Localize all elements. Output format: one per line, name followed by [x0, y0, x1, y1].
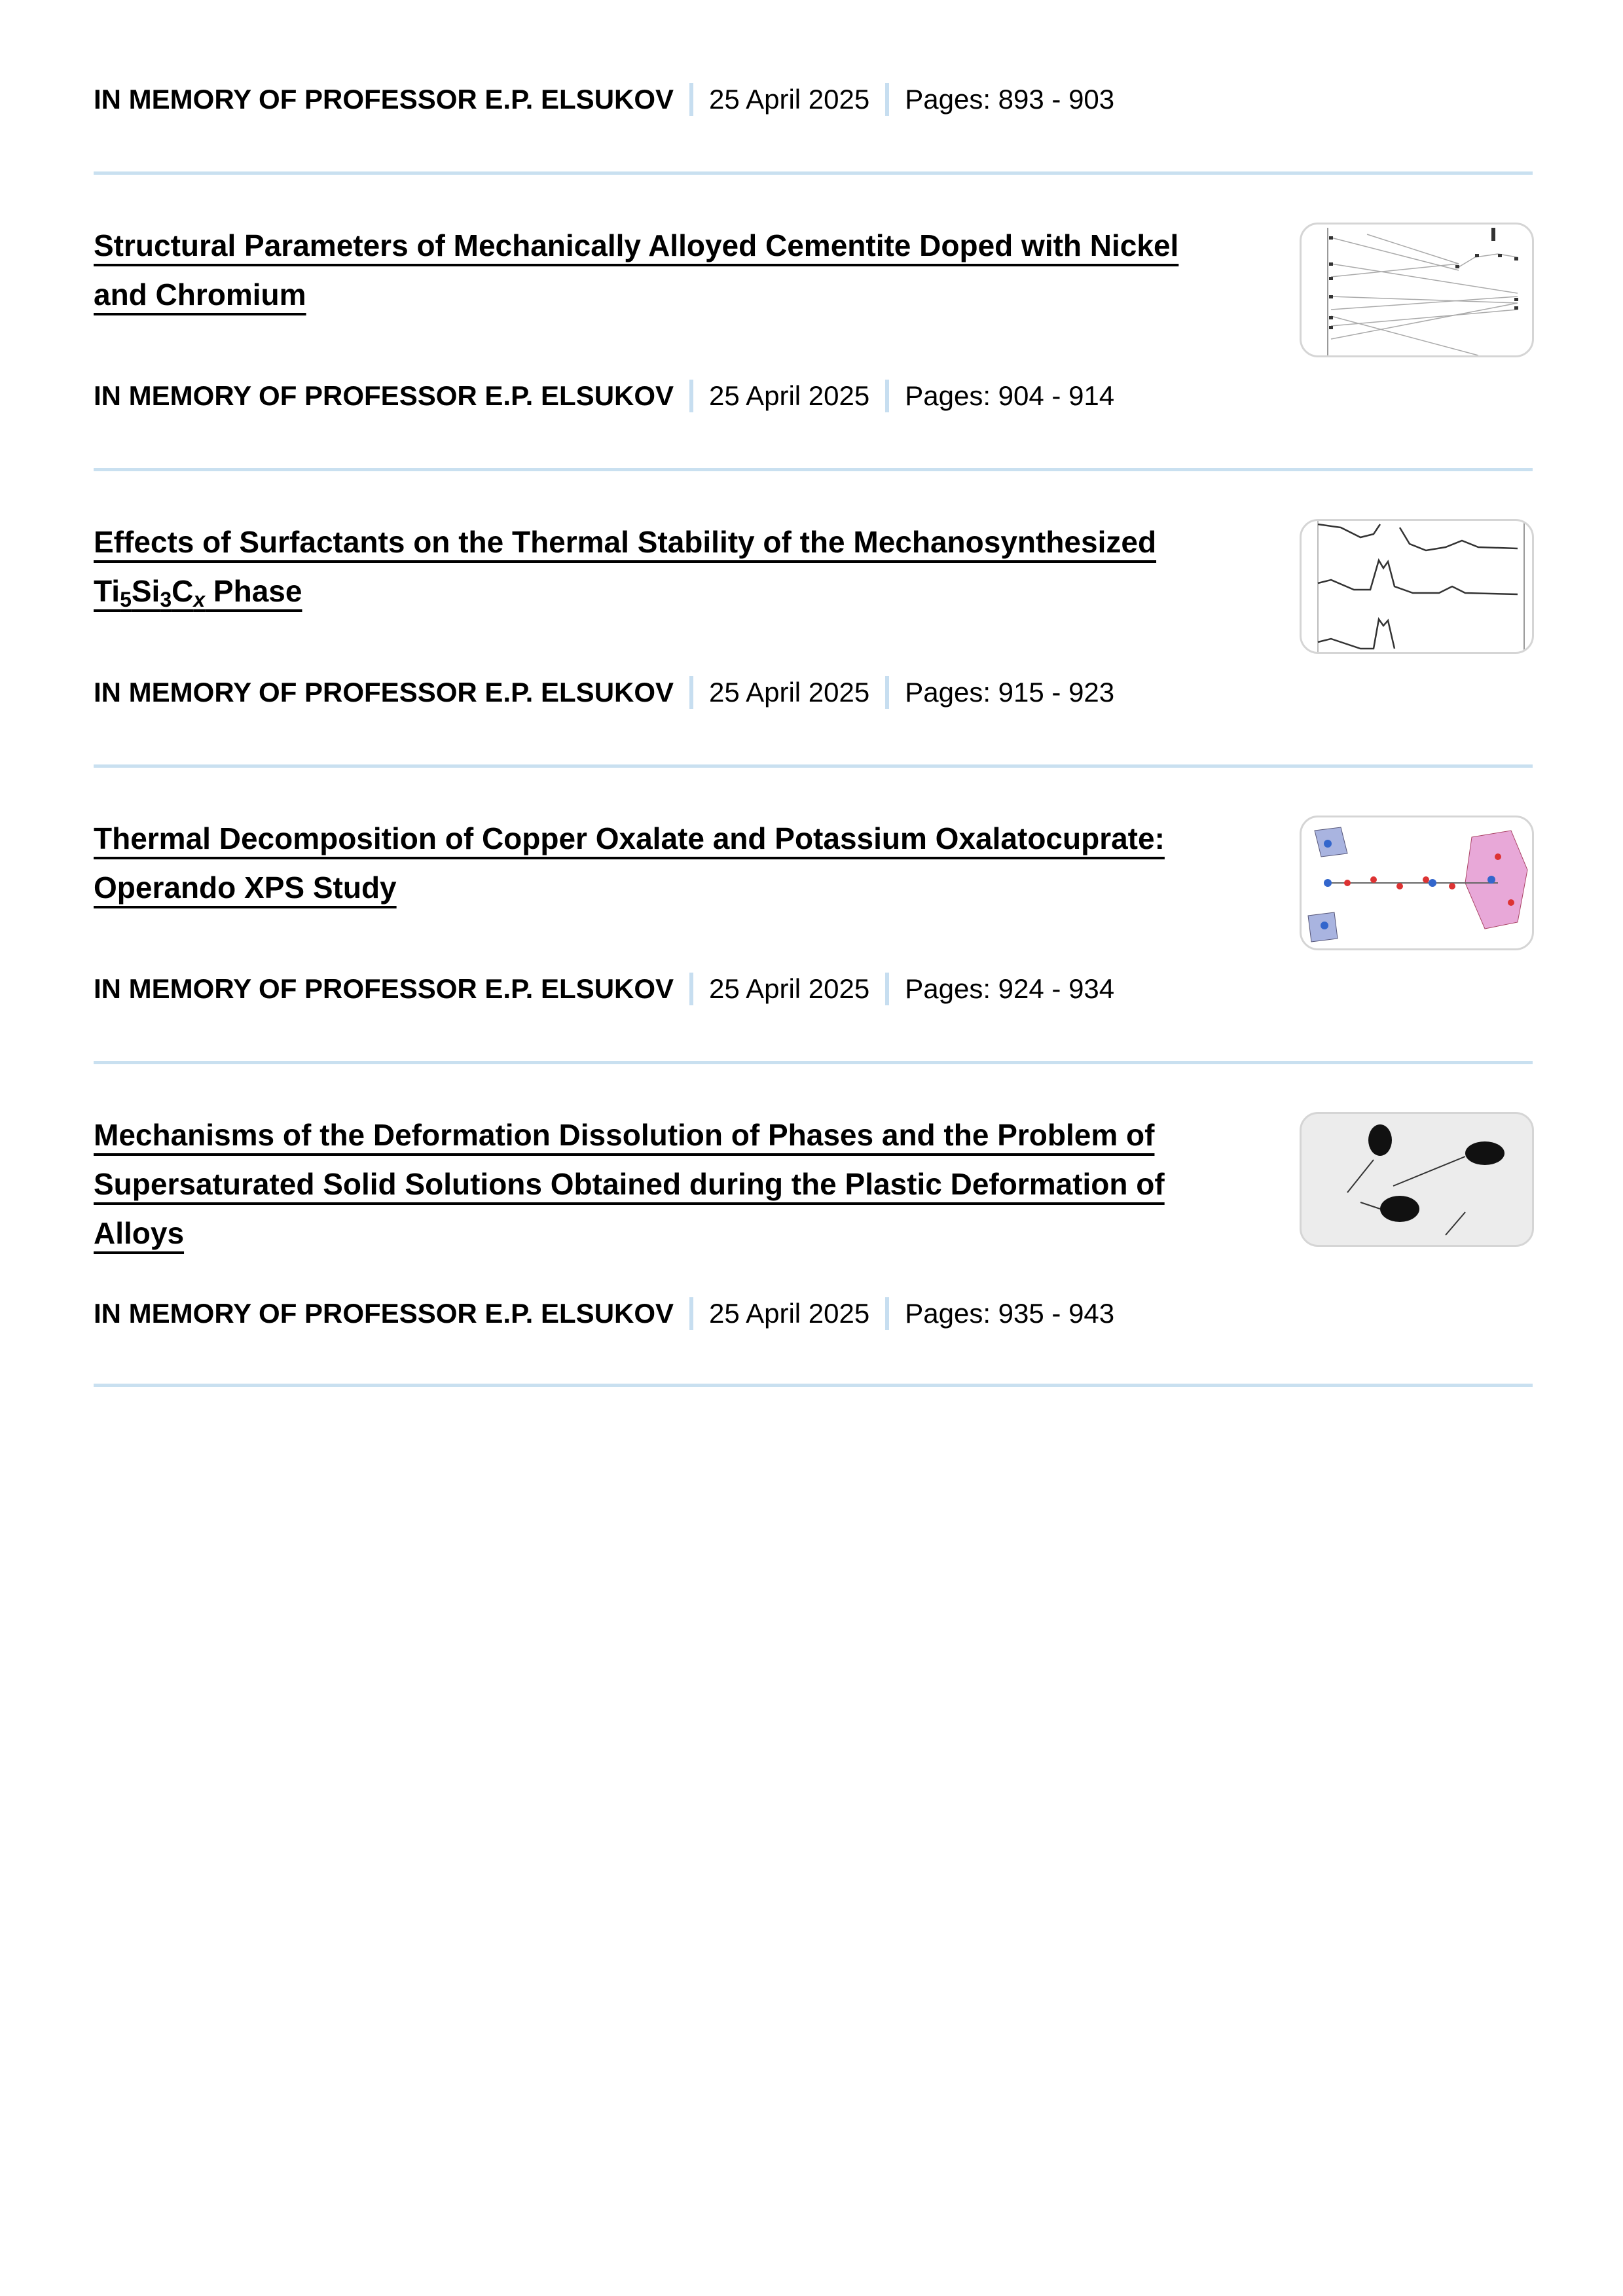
section-label: IN MEMORY OF PROFESSOR E.P. ELSUKOV [94, 973, 674, 1004]
xrd-spectra-thumbnail[interactable] [1300, 519, 1534, 654]
article-title-link[interactable]: Mechanisms of the Deformation Dissolution of Phases and the Problem of Supersaturated Solid Solutions Obtained during the Plastic Deformation of Alloys [94, 1118, 1165, 1250]
divider [94, 171, 1533, 175]
separator [689, 1297, 693, 1330]
publish-date: 25 April 2025 [709, 1298, 870, 1329]
section-label: IN MEMORY OF PROFESSOR E.P. ELSUKOV [94, 84, 674, 115]
article-title [94, 518, 1233, 616]
separator [689, 83, 693, 116]
page-range: Pages: 904 - 914 [905, 380, 1115, 411]
page-range: Pages: 893 - 903 [905, 84, 1115, 115]
divider [94, 468, 1533, 471]
publish-date: 25 April 2025 [709, 84, 870, 115]
separator [689, 676, 693, 709]
article-meta [94, 380, 1114, 412]
separator [885, 676, 889, 709]
article-meta [94, 973, 1114, 1005]
crystal-structure-thumbnail[interactable] [1300, 816, 1534, 950]
page-range: Pages: 915 - 923 [905, 677, 1115, 708]
page-range: Pages: 935 - 943 [905, 1298, 1115, 1329]
article-title [94, 814, 1233, 912]
separator [885, 83, 889, 116]
section-label: IN MEMORY OF PROFESSOR E.P. ELSUKOV [94, 677, 674, 708]
divider [94, 1384, 1533, 1387]
separator [689, 380, 693, 412]
separator [885, 380, 889, 412]
article-title [94, 1111, 1233, 1258]
article-title-link[interactable]: Thermal Decomposition of Copper Oxalate and Potassium Oxalatocuprate: Operando XPS Study [94, 821, 1165, 905]
article-title-link[interactable]: Structural Parameters of Mechanically Alloyed Cementite Doped with Nickel and Chromium [94, 228, 1179, 312]
separator [689, 973, 693, 1005]
article-title-link[interactable]: Effects of Surfactants on the Thermal Stability of the Mechanosynthesized $Ti_5Si_3C_x$ Phase [94, 525, 1157, 611]
publish-date: 25 April 2025 [709, 677, 870, 708]
publish-date: 25 April 2025 [709, 973, 870, 1004]
section-label: IN MEMORY OF PROFESSOR E.P. ELSUKOV [94, 1298, 674, 1329]
article-title [94, 221, 1233, 319]
divider [94, 764, 1533, 768]
article-meta [94, 1297, 1114, 1330]
article-meta [94, 83, 1114, 116]
particles-diagram-thumbnail[interactable] [1300, 1112, 1534, 1247]
page-range: Pages: 924 - 934 [905, 973, 1115, 1004]
article-meta [94, 676, 1114, 709]
separator [885, 973, 889, 1005]
separator [885, 1297, 889, 1330]
line-chart-thumbnail[interactable] [1300, 223, 1534, 357]
publish-date: 25 April 2025 [709, 380, 870, 411]
divider [94, 1061, 1533, 1064]
section-label: IN MEMORY OF PROFESSOR E.P. ELSUKOV [94, 380, 674, 411]
